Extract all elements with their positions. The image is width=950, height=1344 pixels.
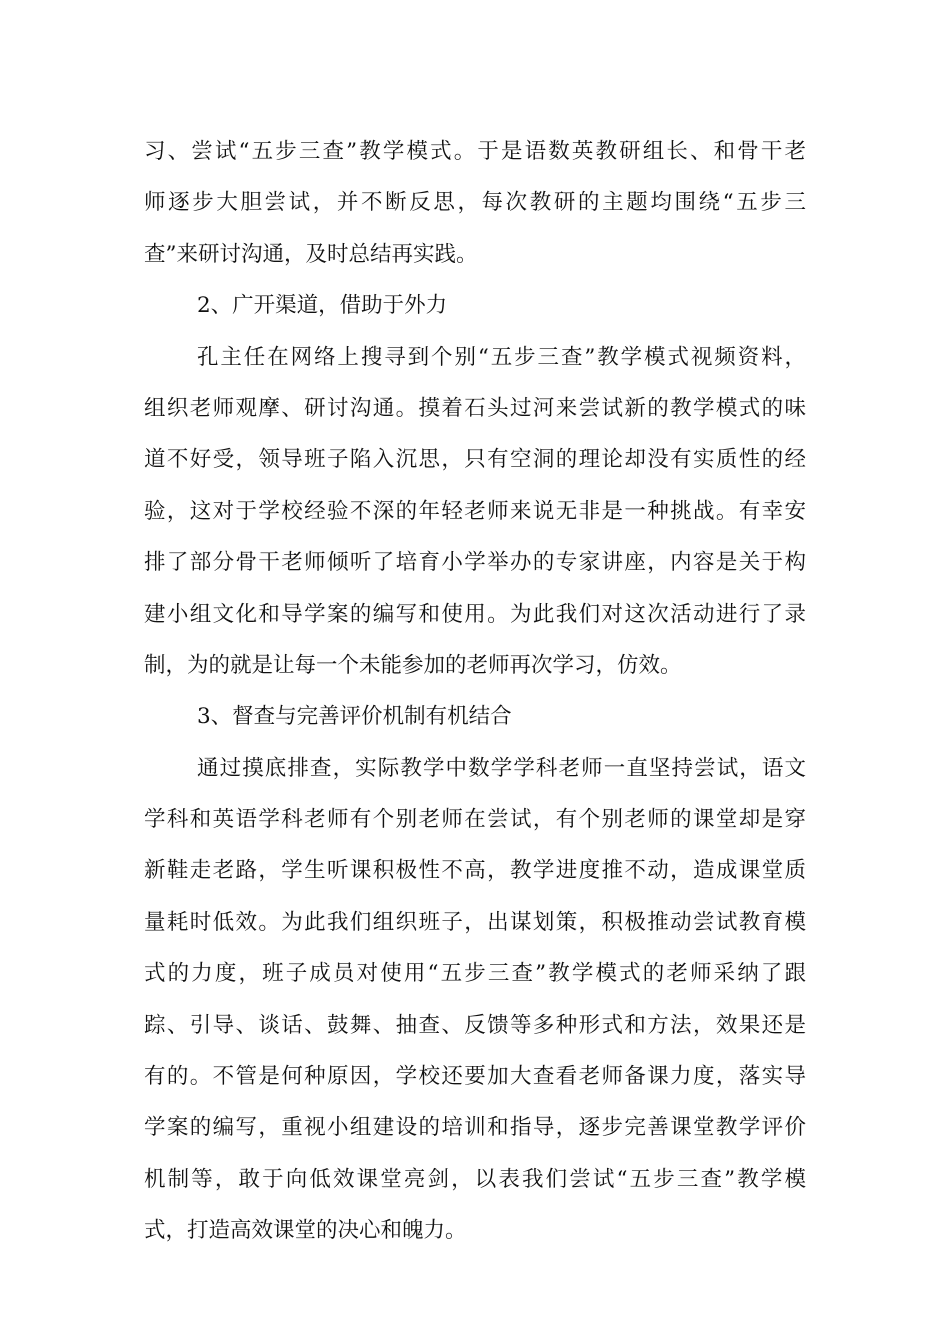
paragraph-line: 查”来研讨沟通，及时总结再实践。	[144, 241, 478, 267]
paragraph-line: 验，这对于学校经验不深的年轻老师来说无非是一种挑战。有幸安	[144, 498, 806, 524]
paragraph-line: 师逐步大胆尝试，并不断反思，每次教研的主题均围绕“五步三	[144, 190, 806, 216]
paragraph-line: 有的。不管是何种原因，学校还要加大查看老师备课力度，落实导	[144, 1064, 806, 1090]
paragraph-line: 量耗时低效。为此我们组织班子，出谋划策，积极推动尝试教育模	[144, 909, 806, 935]
paragraph-line: 排了部分骨干老师倾听了培育小学举办的专家讲座，内容是关于构	[144, 550, 806, 576]
paragraph-line: 孔主任在网络上搜寻到个别“五步三查”教学模式视频资料，	[197, 344, 806, 370]
section-heading: 3、督查与完善评价机制有机结合	[197, 704, 512, 730]
paragraph-line: 机制等，敢于向低效课堂亮剑，以表我们尝试“五步三查”教学模	[144, 1166, 806, 1192]
section-heading: 2、广开渠道，借助于外力	[197, 293, 448, 319]
paragraph-line: 式，打造高效课堂的决心和魄力。	[144, 1218, 467, 1244]
paragraph-line: 道不好受，领导班子陷入沉思，只有空洞的理论却没有实质性的经	[144, 447, 806, 473]
paragraph-line: 学案的编写，重视小组建设的培训和指导，逐步完善课堂教学评价	[144, 1115, 806, 1141]
paragraph-line: 通过摸底排查，实际教学中数学学科老师一直坚持尝试，语文	[197, 755, 806, 781]
paragraph-line: 组织老师观摩、研讨沟通。摸着石头过河来尝试新的教学模式的味	[144, 395, 806, 421]
paragraph-line: 制，为的就是让每一个未能参加的老师再次学习，仿效。	[144, 652, 682, 678]
paragraph-line: 习、尝试“五步三查”教学模式。于是语数英教研组长、和骨干老	[144, 139, 806, 164]
document-body	[144, 126, 806, 1257]
paragraph-line: 式的力度，班子成员对使用“五步三查”教学模式的老师采纳了跟	[144, 961, 806, 987]
paragraph-line: 建小组文化和导学案的编写和使用。为此我们对这次活动进行了录	[144, 601, 806, 627]
paragraph-line: 学科和英语学科老师有个别老师在尝试，有个别老师的课堂却是穿	[144, 807, 806, 833]
paragraph-line: 新鞋走老路，学生听课积极性不高，教学进度推不动，造成课堂质	[144, 858, 806, 884]
paragraph-line: 踪、引导、谈话、鼓舞、抽查、反馈等多种形式和方法，效果还是	[144, 1012, 806, 1038]
